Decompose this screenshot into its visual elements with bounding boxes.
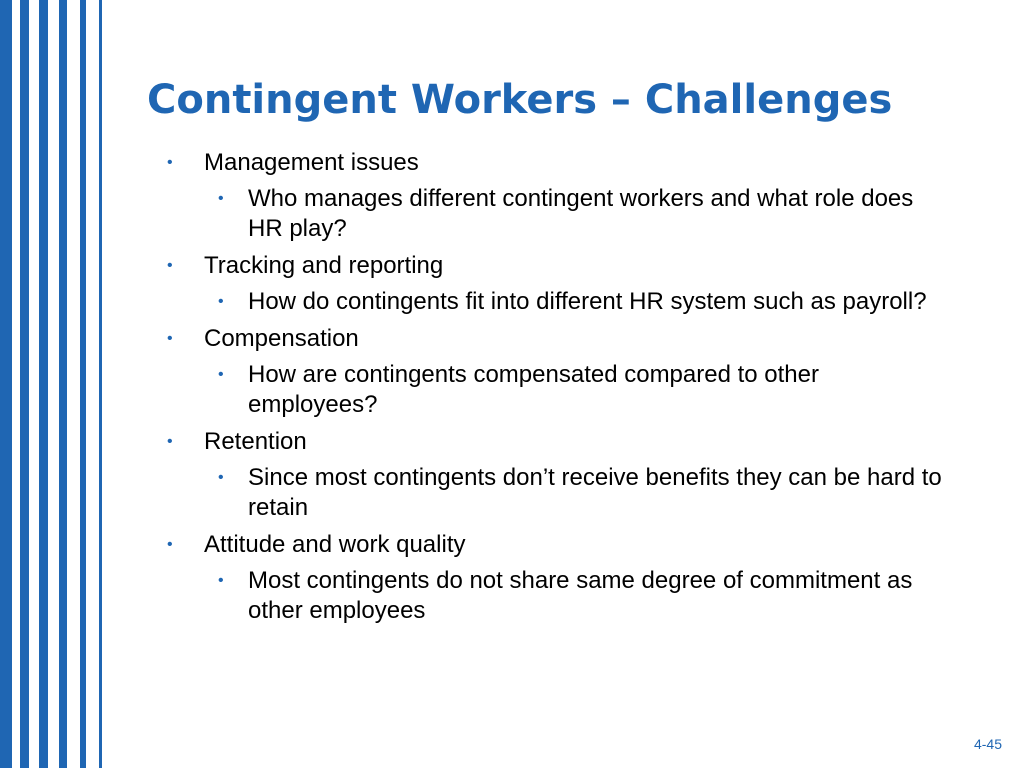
bullet-item <box>167 324 964 354</box>
bullet-dot-icon: • <box>167 257 173 274</box>
bullet-list <box>0 148 1024 633</box>
sub-bullet-text: How are contingents compensated compared to other employees? <box>248 361 819 418</box>
bullet-dot-icon: • <box>218 469 224 486</box>
bullet-item <box>167 148 964 178</box>
bullet-dot-icon: • <box>167 330 173 347</box>
sub-bullet-text: How do contingents fit into different HR system such as payroll? <box>248 288 927 315</box>
bullet-text: Compensation <box>204 325 359 352</box>
sub-bullet-item <box>218 463 948 523</box>
slide-title: Contingent Workers – Challenges <box>147 77 893 123</box>
sub-bullet-item <box>218 360 948 420</box>
bullet-text: Attitude and work quality <box>204 531 466 558</box>
bullet-text: Management issues <box>204 149 419 176</box>
sub-bullet-text: Who manages different contingent workers and what role does HR play? <box>248 185 914 242</box>
bullet-item <box>167 251 964 281</box>
bullet-dot-icon: • <box>167 433 173 450</box>
bullet-dot-icon: • <box>167 536 173 553</box>
bullet-text: Tracking and reporting <box>204 252 444 279</box>
sub-bullet-item <box>218 566 948 626</box>
sub-bullet-text: Most contingents do not share same degree of commitment as other employees <box>248 567 913 624</box>
bullet-dot-icon: • <box>218 366 224 383</box>
bullet-item <box>167 530 964 560</box>
page-number: 4-45 <box>973 736 1002 752</box>
bullet-item <box>167 427 964 457</box>
sub-bullet-text: Since most contingents don’t receive benefits they can be hard to retain <box>248 464 942 521</box>
bullet-text: Retention <box>204 428 307 455</box>
bullet-dot-icon: • <box>167 154 173 171</box>
sub-bullet-item <box>218 184 948 244</box>
bullet-dot-icon: • <box>218 293 224 310</box>
sub-bullet-item <box>218 287 948 317</box>
bullet-dot-icon: • <box>218 190 224 207</box>
bullet-dot-icon: • <box>218 572 224 589</box>
